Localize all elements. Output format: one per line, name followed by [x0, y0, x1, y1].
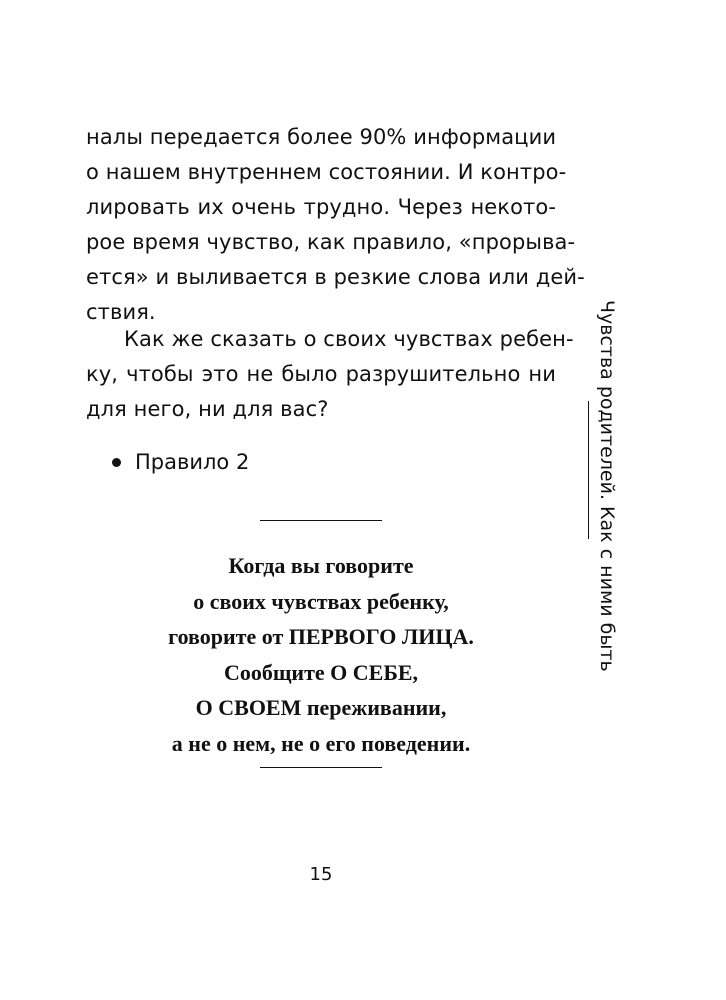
text-line: рое время чувство, как правило, «прорыва- [86, 230, 576, 254]
quote-line: О СВОЕМ переживании, [195, 695, 447, 720]
quote-line: а не о нем, не о его поведении. [171, 730, 471, 756]
running-title [588, 300, 638, 672]
rule-heading-label: Правило 2 [135, 450, 250, 474]
divider-bottom [260, 767, 382, 768]
text-line: о нашем внутреннем состоянии. И контро- [86, 160, 567, 184]
quote-line: о своих чувствах ребенку, [193, 588, 449, 614]
body-paragraph-2 [86, 322, 574, 427]
running-title-text: Чувства родителей. Как с ними быть [596, 300, 618, 672]
text-line: ствия. [86, 300, 156, 324]
divider-top [260, 520, 382, 521]
text-line: для него, ни для вас? [86, 397, 329, 421]
text-line: Как же сказать о своих чувствах ребен- [124, 327, 574, 351]
text-line: ку, чтобы это не было разрушительно ни [86, 362, 556, 386]
quote-line: говорите от ПЕРВОГО ЛИЦА. [168, 624, 474, 649]
text-line: налы передается более 90% информации [86, 125, 557, 149]
page-number: 15 [309, 864, 333, 885]
rule-heading [112, 450, 249, 474]
running-title-rule [588, 401, 589, 539]
body-paragraph-1 [86, 120, 585, 330]
text-line: ется» и выливается в резкие слова или дей- [86, 265, 585, 289]
highlighted-quote [86, 548, 556, 761]
quote-line: Сообщите О СЕБЕ, [223, 659, 419, 685]
quote-line: Когда вы говорите [228, 553, 414, 578]
bullet-icon [112, 458, 121, 467]
text-line: лировать их очень трудно. Через некото- [86, 195, 556, 219]
